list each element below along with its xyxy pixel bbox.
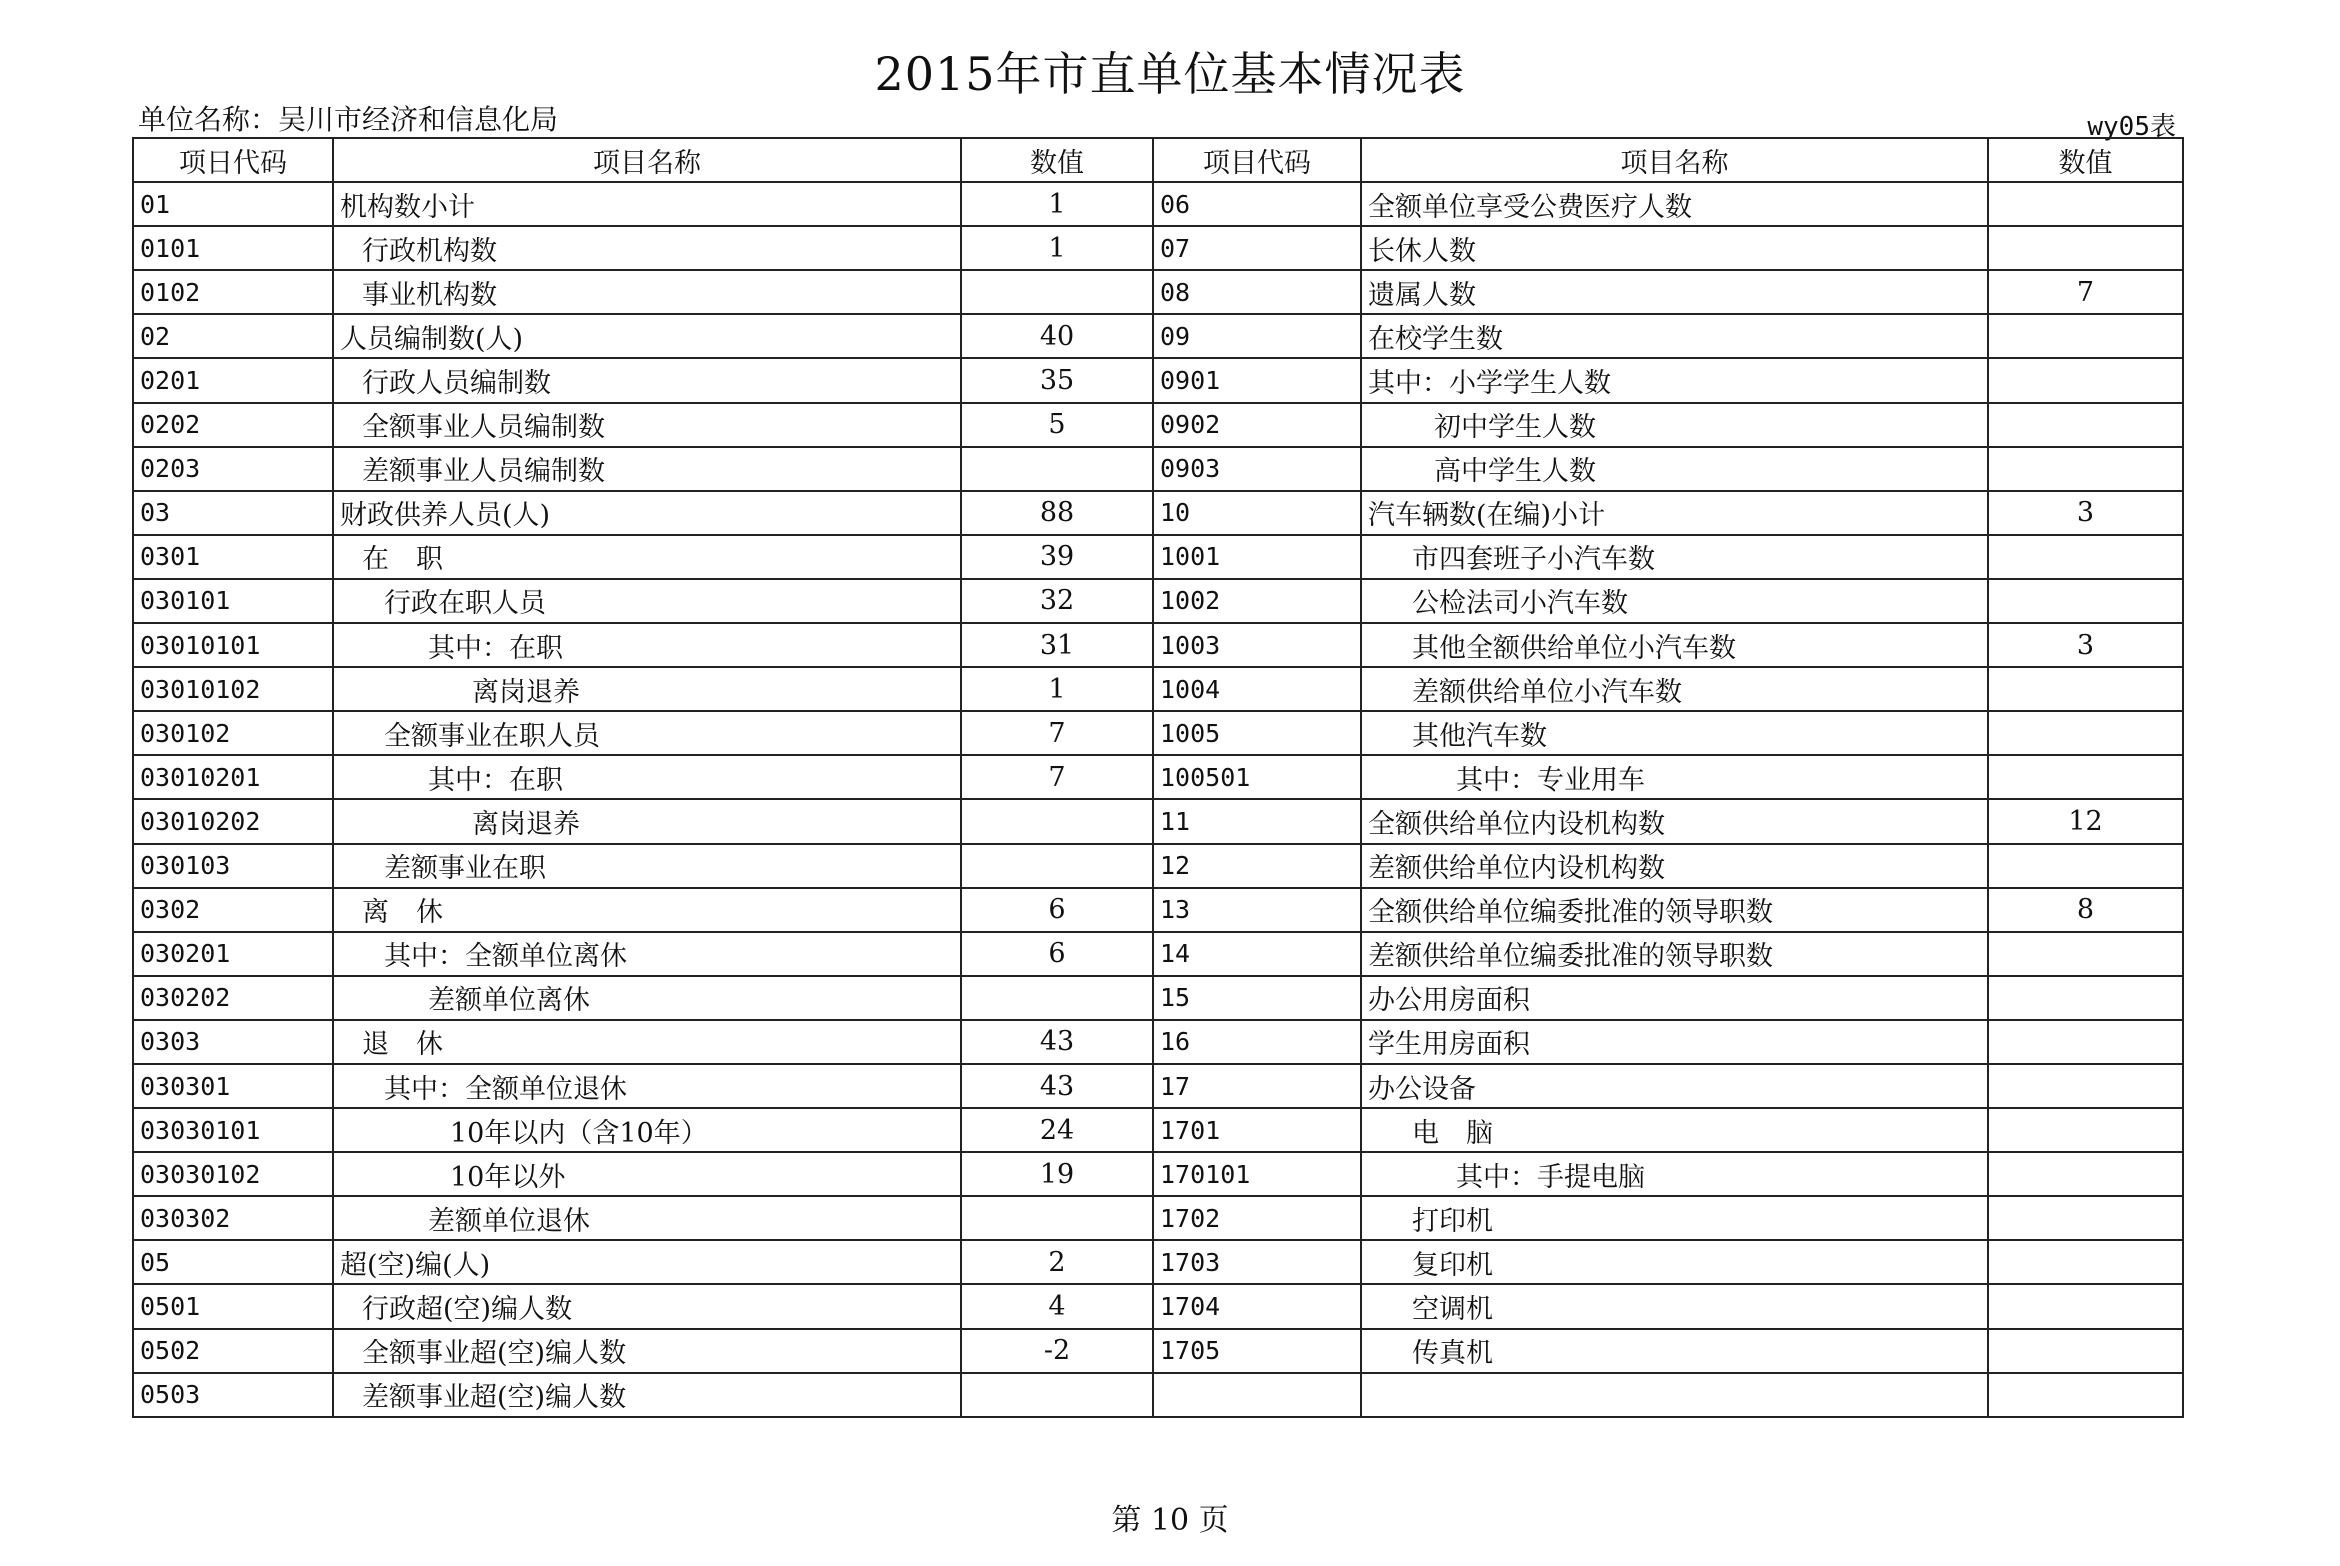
left-name-cell: 超(空)编(人) [333,1240,961,1284]
right-name-cell: 电 脑 [1361,1108,1988,1152]
right-code-cell: 1705 [1153,1329,1361,1373]
right-code-cell: 1702 [1153,1196,1361,1240]
right-name-cell: 空调机 [1361,1284,1988,1328]
right-name-cell: 遗属人数 [1361,270,1988,314]
document-title: 2015年市直单位基本情况表 [874,47,1466,101]
table-row [133,711,2183,755]
right-name-cell: 汽车辆数(在编)小计 [1361,491,1988,535]
table-row [133,491,2183,535]
left-value-cell: 32 [961,579,1153,623]
left-name-cell: 差额单位退休 [333,1196,961,1240]
left-name-cell: 在 职 [333,535,961,579]
left-code-cell: 03 [133,491,333,535]
left-code-cell: 030102 [133,711,333,755]
table-row [133,755,2183,799]
left-value-cell [961,844,1153,888]
right-name-cell: 长休人数 [1361,226,1988,270]
right-value-cell: 3 [1988,491,2183,535]
right-code-cell: 07 [1153,226,1361,270]
right-value-cell [1988,535,2183,579]
right-name-cell: 学生用房面积 [1361,1020,1988,1064]
header-left-name: 项目名称 [333,138,961,182]
left-value-cell: 24 [961,1108,1153,1152]
right-value-cell [1988,1152,2183,1196]
left-name-cell: 10年以外 [333,1152,961,1196]
table-row [133,1373,2183,1417]
left-code-cell: 030301 [133,1064,333,1108]
table-row [133,1240,2183,1284]
right-code-cell: 100501 [1153,755,1361,799]
left-code-cell: 0303 [133,1020,333,1064]
right-code-cell: 14 [1153,932,1361,976]
right-code-cell: 17 [1153,1064,1361,1108]
right-code-cell: 1002 [1153,579,1361,623]
left-value-cell: 1 [961,226,1153,270]
left-code-cell: 0301 [133,535,333,579]
table-row [133,623,2183,667]
right-code-cell: 1701 [1153,1108,1361,1152]
table-row [133,976,2183,1020]
right-value-cell [1988,579,2183,623]
left-name-cell: 其中：全额单位离休 [333,932,961,976]
right-name-cell: 公检法司小汽车数 [1361,579,1988,623]
right-name-cell: 差额供给单位小汽车数 [1361,667,1988,711]
left-name-cell: 离 休 [333,888,961,932]
table-row [133,403,2183,447]
right-value-cell [1988,932,2183,976]
table-row [133,1152,2183,1196]
right-code-cell: 12 [1153,844,1361,888]
right-name-cell: 其中：专业用车 [1361,755,1988,799]
right-value-cell [1988,314,2183,358]
right-value-cell: 12 [1988,799,2183,843]
right-value-cell: 7 [1988,270,2183,314]
left-code-cell: 05 [133,1240,333,1284]
table-row [133,888,2183,932]
right-code-cell: 1005 [1153,711,1361,755]
left-value-cell: 7 [961,711,1153,755]
left-name-cell: 差额事业超(空)编人数 [333,1373,961,1417]
table-row [133,1064,2183,1108]
left-value-cell [961,976,1153,1020]
table-row [133,182,2183,226]
right-value-cell [1988,1020,2183,1064]
right-code-cell: 16 [1153,1020,1361,1064]
right-code-cell: 09 [1153,314,1361,358]
left-code-cell: 030103 [133,844,333,888]
right-code-cell: 0902 [1153,403,1361,447]
left-name-cell: 其中：全额单位退休 [333,1064,961,1108]
left-value-cell: -2 [961,1329,1153,1373]
right-value-cell [1988,1373,2183,1417]
left-code-cell: 030101 [133,579,333,623]
left-code-cell: 03010101 [133,623,333,667]
left-name-cell: 行政在职人员 [333,579,961,623]
left-code-cell: 0503 [133,1373,333,1417]
table-body [133,182,2183,1417]
right-value-cell [1988,1064,2183,1108]
right-code-cell: 1003 [1153,623,1361,667]
right-code-cell: 13 [1153,888,1361,932]
right-name-cell [1361,1373,1988,1417]
table-row [133,1196,2183,1240]
table-row [133,844,2183,888]
left-value-cell: 31 [961,623,1153,667]
left-value-cell [961,1196,1153,1240]
left-name-cell: 其中：在职 [333,755,961,799]
right-value-cell [1988,403,2183,447]
left-value-cell: 6 [961,888,1153,932]
left-value-cell: 43 [961,1064,1153,1108]
left-code-cell: 03030102 [133,1152,333,1196]
right-name-cell: 全额供给单位内设机构数 [1361,799,1988,843]
left-code-cell: 0101 [133,226,333,270]
left-value-cell: 88 [961,491,1153,535]
right-value-cell [1988,1284,2183,1328]
left-value-cell: 6 [961,932,1153,976]
right-name-cell: 打印机 [1361,1196,1988,1240]
right-name-cell: 全额供给单位编委批准的领导职数 [1361,888,1988,932]
right-code-cell: 0901 [1153,358,1361,402]
right-name-cell: 市四套班子小汽车数 [1361,535,1988,579]
right-code-cell: 08 [1153,270,1361,314]
left-code-cell: 030202 [133,976,333,1020]
right-value-cell [1988,1240,2183,1284]
left-code-cell: 0102 [133,270,333,314]
table-row [133,1284,2183,1328]
right-value-cell [1988,358,2183,402]
right-value-cell [1988,711,2183,755]
right-value-cell [1988,667,2183,711]
right-name-cell: 其他全额供给单位小汽车数 [1361,623,1988,667]
right-code-cell: 1004 [1153,667,1361,711]
left-name-cell: 离岗退养 [333,667,961,711]
table-row [133,1108,2183,1152]
left-name-cell: 退 休 [333,1020,961,1064]
right-name-cell: 差额供给单位编委批准的领导职数 [1361,932,1988,976]
right-value-cell [1988,844,2183,888]
right-code-cell: 1001 [1153,535,1361,579]
left-name-cell: 行政超(空)编人数 [333,1284,961,1328]
left-value-cell: 5 [961,403,1153,447]
table-row [133,579,2183,623]
left-name-cell: 差额事业在职 [333,844,961,888]
right-name-cell: 初中学生人数 [1361,403,1988,447]
left-code-cell: 02 [133,314,333,358]
left-code-cell: 01 [133,182,333,226]
unit-name-label: 单位名称：吴川市经济和信息化局 [138,103,559,136]
right-name-cell: 办公设备 [1361,1064,1988,1108]
right-code-cell: 1704 [1153,1284,1361,1328]
right-value-cell [1988,755,2183,799]
header-right-name: 项目名称 [1361,138,1988,182]
right-name-cell: 高中学生人数 [1361,447,1988,491]
right-value-cell [1988,447,2183,491]
right-value-cell [1988,226,2183,270]
table-row [133,358,2183,402]
header-right-code: 项目代码 [1153,138,1361,182]
right-value-cell [1988,182,2183,226]
left-value-cell [961,1373,1153,1417]
left-name-cell: 机构数小计 [333,182,961,226]
table-header-row [133,138,2183,182]
left-name-cell: 财政供养人员(人) [333,491,961,535]
left-name-cell: 事业机构数 [333,270,961,314]
left-name-cell: 差额事业人员编制数 [333,447,961,491]
table-row [133,270,2183,314]
left-code-cell: 030201 [133,932,333,976]
right-name-cell: 在校学生数 [1361,314,1988,358]
left-value-cell: 39 [961,535,1153,579]
right-code-cell: 11 [1153,799,1361,843]
left-name-cell: 离岗退养 [333,799,961,843]
left-code-cell: 03010102 [133,667,333,711]
right-value-cell [1988,1196,2183,1240]
left-value-cell: 1 [961,182,1153,226]
left-name-cell: 行政人员编制数 [333,358,961,402]
right-code-cell: 1703 [1153,1240,1361,1284]
left-code-cell: 03030101 [133,1108,333,1152]
left-name-cell: 10年以内（含10年） [333,1108,961,1152]
right-name-cell: 差额供给单位内设机构数 [1361,844,1988,888]
right-code-cell [1153,1373,1361,1417]
left-value-cell: 4 [961,1284,1153,1328]
left-value-cell: 7 [961,755,1153,799]
left-value-cell [961,270,1153,314]
right-name-cell: 其中：小学学生人数 [1361,358,1988,402]
table-row [133,314,2183,358]
left-code-cell: 030302 [133,1196,333,1240]
left-code-cell: 0202 [133,403,333,447]
left-value-cell: 43 [961,1020,1153,1064]
right-name-cell: 办公用房面积 [1361,976,1988,1020]
table-row [133,1020,2183,1064]
right-code-cell: 0903 [1153,447,1361,491]
right-value-cell [1988,976,2183,1020]
right-value-cell: 8 [1988,888,2183,932]
right-code-cell: 10 [1153,491,1361,535]
right-name-cell: 全额单位享受公费医疗人数 [1361,182,1988,226]
right-name-cell: 传真机 [1361,1329,1988,1373]
header-right-value: 数值 [1988,138,2183,182]
left-code-cell: 0501 [133,1284,333,1328]
form-code: wy05表 [2087,112,2176,142]
left-code-cell: 0203 [133,447,333,491]
right-name-cell: 其中：手提电脑 [1361,1152,1988,1196]
left-name-cell: 全额事业在职人员 [333,711,961,755]
left-value-cell [961,799,1153,843]
header-left-value: 数值 [961,138,1153,182]
header-left-code: 项日代码 [133,138,333,182]
right-name-cell: 复印机 [1361,1240,1988,1284]
left-code-cell: 0201 [133,358,333,402]
page-number: 第 10 页 [1111,1503,1229,1538]
data-table [132,137,2184,1418]
left-code-cell: 03010201 [133,755,333,799]
right-value-cell [1988,1329,2183,1373]
left-code-cell: 0302 [133,888,333,932]
right-value-cell: 3 [1988,623,2183,667]
left-name-cell: 全额事业超(空)编人数 [333,1329,961,1373]
left-value-cell: 1 [961,667,1153,711]
table-row [133,667,2183,711]
left-name-cell: 人员编制数(人) [333,314,961,358]
table-row [133,535,2183,579]
left-code-cell: 03010202 [133,799,333,843]
right-name-cell: 其他汽车数 [1361,711,1988,755]
right-code-cell: 15 [1153,976,1361,1020]
left-name-cell: 行政机构数 [333,226,961,270]
left-name-cell: 全额事业人员编制数 [333,403,961,447]
table-row [133,799,2183,843]
table-row [133,447,2183,491]
left-value-cell [961,447,1153,491]
table-row [133,226,2183,270]
left-value-cell: 35 [961,358,1153,402]
left-name-cell: 差额单位离休 [333,976,961,1020]
right-value-cell [1988,1108,2183,1152]
right-code-cell: 170101 [1153,1152,1361,1196]
left-value-cell: 40 [961,314,1153,358]
table-row [133,932,2183,976]
right-code-cell: 06 [1153,182,1361,226]
left-value-cell: 19 [961,1152,1153,1196]
left-code-cell: 0502 [133,1329,333,1373]
left-value-cell: 2 [961,1240,1153,1284]
left-name-cell: 其中：在职 [333,623,961,667]
table-row [133,1329,2183,1373]
